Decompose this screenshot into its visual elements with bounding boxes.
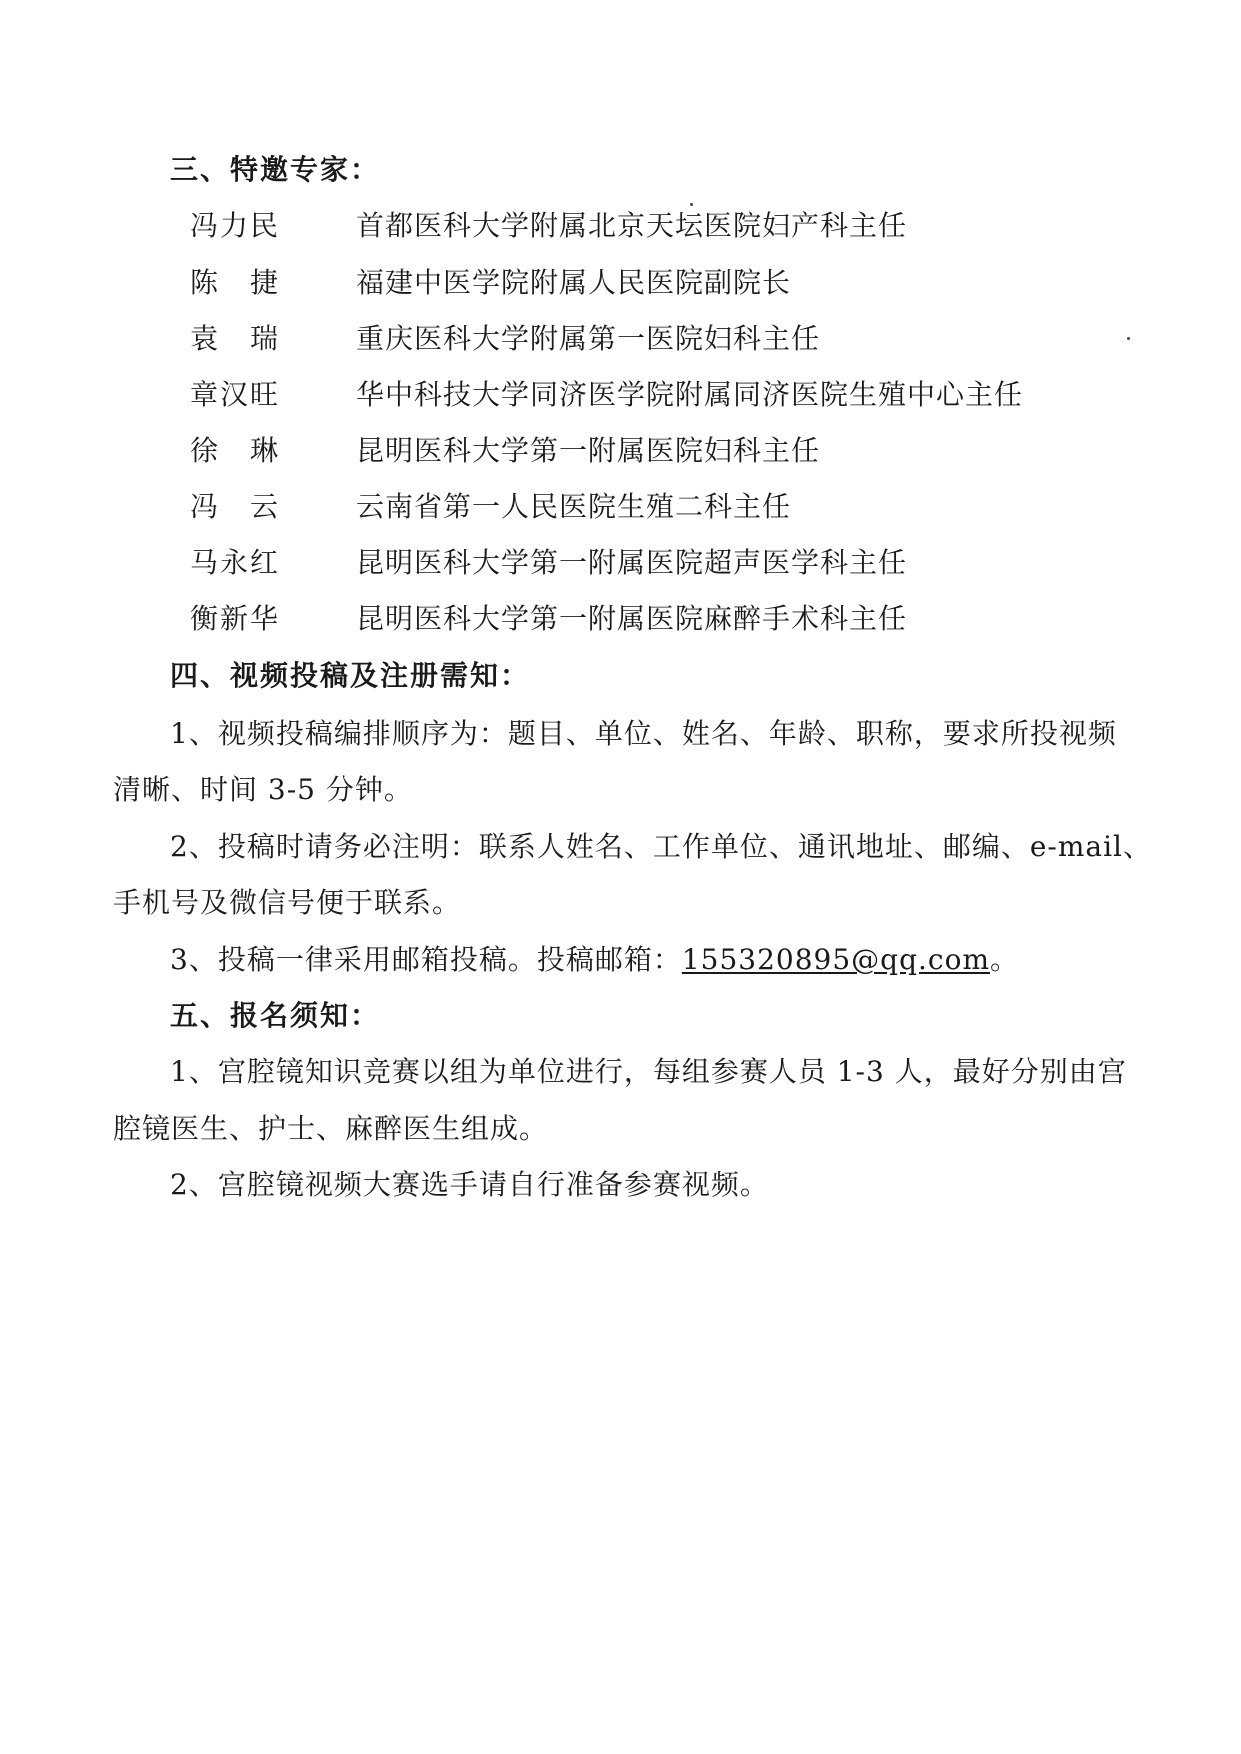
- expert-name: 衡新华: [190, 602, 281, 635]
- expert-name: 袁 瑞: [190, 322, 281, 355]
- expert-title: 昆明医科大学第一附属医院妇科主任: [356, 434, 821, 467]
- paragraph-line: 2、宫腔镜视频大赛选手请自行准备参赛视频。: [170, 1168, 769, 1201]
- expert-name: 章汉旺: [190, 378, 281, 411]
- paragraph-line: 手机号及微信号便于联系。: [113, 886, 462, 919]
- paragraph-line: 1、视频投稿编排顺序为：题目、单位、姓名、年龄、职称，要求所投视频: [170, 717, 1117, 750]
- section-3-heading: 三、特邀专家：: [170, 153, 381, 186]
- email-label: 3、投稿一律采用邮箱投稿。投稿邮箱：: [170, 943, 682, 976]
- expert-title: 华中科技大学同济医学院附属同济医院生殖中心主任: [356, 378, 1024, 411]
- expert-title: 昆明医科大学第一附属医院超声医学科主任: [356, 546, 908, 579]
- email-suffix: 。: [990, 943, 1020, 976]
- paragraph-line: 腔镜医生、护士、麻醉医生组成。: [113, 1112, 549, 1145]
- paragraph-line: 清晰、时间 3-5 分钟。: [113, 773, 413, 806]
- expert-title: 重庆医科大学附属第一医院妇科主任: [356, 322, 821, 355]
- expert-name: 冯 云: [190, 490, 281, 523]
- paragraph-line: 1、宫腔镜知识竞赛以组为单位进行，每组参赛人员 1-3 人，最好分别由宫: [170, 1055, 1127, 1088]
- email-paragraph: [170, 938, 1019, 978]
- expert-name: 陈 捷: [190, 266, 281, 299]
- expert-title: 福建中医学院附属人民医院副院长: [356, 266, 792, 299]
- scan-speck: [690, 203, 693, 206]
- expert-title: 昆明医科大学第一附属医院麻醉手术科主任: [356, 602, 908, 635]
- expert-name: 马永红: [190, 546, 281, 579]
- expert-title: 云南省第一人民医院生殖二科主任: [356, 490, 792, 523]
- scan-speck: [1127, 337, 1130, 340]
- email-link[interactable]: 155320895@qq.com: [681, 943, 990, 976]
- section-4-heading: 四、视频投稿及注册需知：: [170, 659, 531, 692]
- expert-title: 首都医科大学附属北京天坛医院妇产科主任: [356, 209, 908, 242]
- paragraph-line: 2、投稿时请务必注明：联系人姓名、工作单位、通讯地址、邮编、e-mail、: [170, 830, 1153, 863]
- expert-name: 冯力民: [190, 209, 281, 242]
- expert-name: 徐 琳: [190, 434, 281, 467]
- section-5-heading: 五、报名须知：: [170, 999, 381, 1032]
